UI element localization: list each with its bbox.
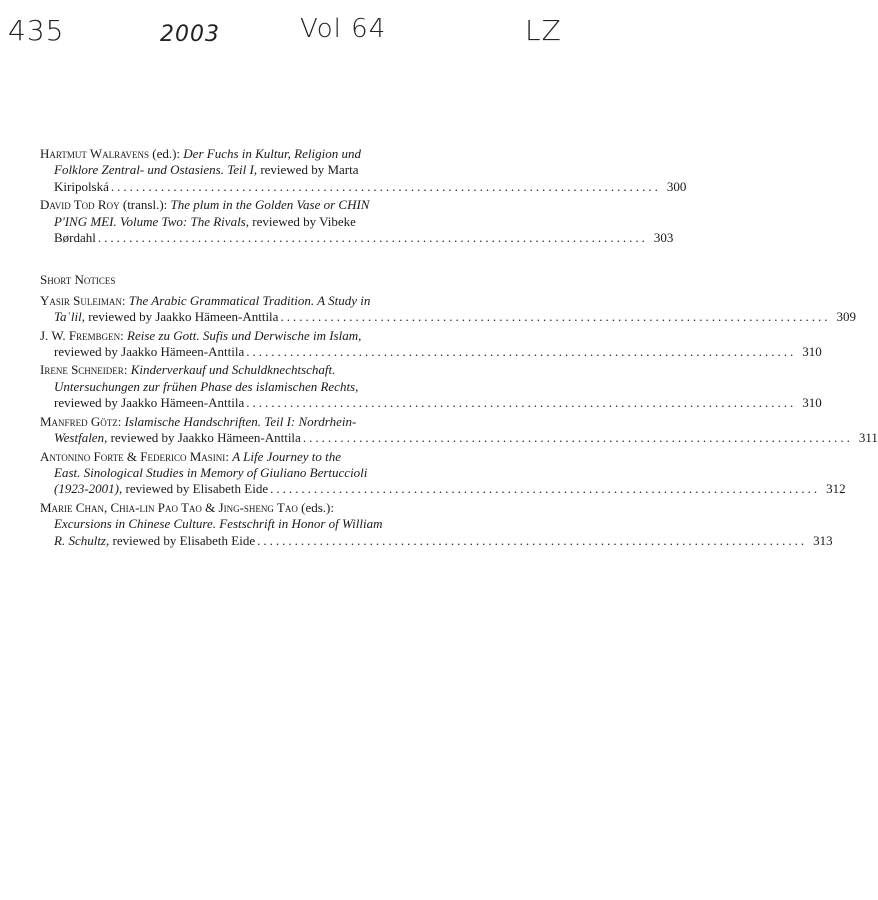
author: Hartmut Walravens	[40, 146, 149, 161]
author: J. W. Frembgen	[40, 327, 121, 343]
toc-entry: Hartmut Walravens (ed.): Der Fuchs in Kultur, Religion und Folklore Zentral- und Ostasiens. Teil I, reviewed by Marta Kiripolská ........................................................................................ 300	[40, 146, 687, 194]
handwritten-volume: Vol 64	[300, 14, 387, 44]
toc-entry: David Tod Roy (transl.): The plum in the Golden Vase or CHIN P'ING MEI. Volume Two: The Rivals, reviewed by Vibeke Børdahl ........................................................................................ 303	[40, 197, 674, 246]
author: Irene Schneider	[40, 362, 124, 378]
author: David Tod Roy	[40, 197, 120, 213]
handwritten-number: 435	[8, 14, 65, 47]
page-number: 313	[813, 532, 833, 548]
toc-entry: Marie Chan, Chia-lin Pao Tao & Jing-sheng Tao (eds.): Excursions in Chinese Culture. Festschrift in Honor of William R. Schultz, reviewed by Elisabeth Eide ........................................................................................ 313	[40, 499, 833, 548]
page-number: 311	[858, 430, 878, 446]
toc-entry: Antonino Forte & Federico Masini: A Life Journey to the East. Sinological Studies in Memory of Giuliano Bertuccioli (1923-2001), reviewed by Elisabeth Eide ........................................................................................ 312	[40, 448, 846, 497]
title: A Life Journey to the	[232, 448, 341, 464]
page-number: 310	[802, 344, 822, 360]
title: Der Fuchs in Kultur, Religion und	[183, 146, 361, 161]
title: The Arabic Grammatical Tradition. A Study in	[128, 292, 371, 308]
author: Antonino Forte & Federico Masini	[40, 448, 226, 464]
handwritten-year: 2003	[160, 22, 220, 47]
toc-entry: J. W. Frembgen: Reise zu Gott. Sufis und Derwische im Islam, reviewed by Jaakko Hämeen-Anttila ........................................................................................ 310	[40, 327, 822, 360]
page-number: 300	[666, 178, 687, 194]
title: Islamische Handschriften. Teil I: Nordrhein-	[124, 413, 357, 429]
title: Kinderverkauf und Schuldknechtschaft.	[130, 362, 336, 378]
toc-entry: Manfred Götz: Islamische Handschriften. Teil I: Nordrhein- Westfalen, reviewed by Jaakko Hämeen-Anttila ........................................................................................ 311	[40, 413, 878, 446]
author: Marie Chan, Chia-lin Pao Tao & Jing-sheng Tao	[40, 499, 298, 515]
page-number: 312	[826, 481, 846, 497]
title: The plum in the Golden Vase or CHIN	[170, 197, 370, 213]
author: Manfred Götz	[40, 413, 118, 429]
toc-entry: Yasir Suleiman: The Arabic Grammatical Tradition. A Study in Taʿlil, reviewed by Jaakko Hämeen-Anttila ........................................................................................ 309	[40, 292, 856, 325]
section-heading: Short Notices	[40, 272, 116, 288]
page-number: 303	[653, 230, 674, 246]
title: Reise zu Gott. Sufis und Derwische im Islam,	[127, 327, 362, 343]
page-number: 309	[836, 309, 856, 325]
table-of-contents	[40, 146, 878, 551]
handwritten-initials: LZ	[525, 14, 562, 47]
page-number: 310	[802, 395, 822, 411]
toc-entry: Irene Schneider: Kinderverkauf und Schuldknechtschaft. Untersuchungen zur frühen Phase des islamischen Rechts, reviewed by Jaakko Hämeen-Anttila ........................................................................................ 310	[40, 362, 822, 411]
author: Yasir Suleiman	[40, 292, 122, 308]
